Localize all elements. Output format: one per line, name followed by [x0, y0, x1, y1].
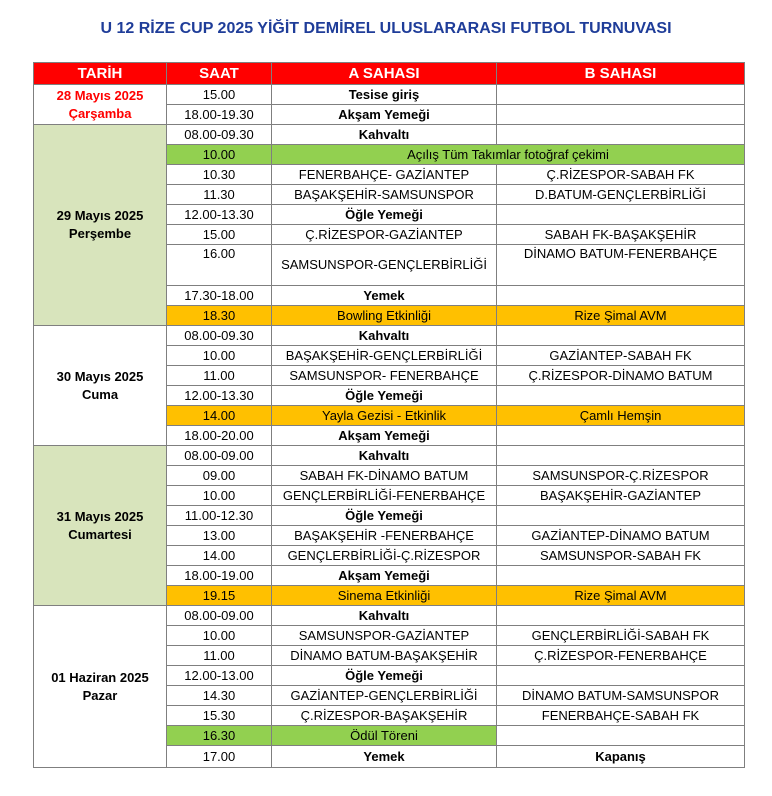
header-field-a: A SAHASI [272, 63, 497, 85]
field-b-cell [497, 446, 745, 466]
field-b-cell: Rize Şimal AVM [497, 586, 745, 606]
schedule-table [33, 62, 745, 768]
field-b-cell [497, 105, 745, 125]
time-cell: 08.00-09.00 [167, 606, 272, 626]
time-cell: 11.00-12.30 [167, 506, 272, 526]
field-b-cell: Ç.RİZESPOR-DİNAMO BATUM [497, 366, 745, 386]
time-cell: 10.00 [167, 346, 272, 366]
field-a-cell: Kahvaltı [272, 326, 497, 346]
header-row [34, 63, 745, 85]
table-row [34, 606, 745, 626]
time-cell: 14.00 [167, 406, 272, 426]
date-cell [34, 125, 167, 326]
field-b-cell: SAMSUNSPOR-SABAH FK [497, 546, 745, 566]
field-a-cell: Öğle Yemeği [272, 666, 497, 686]
field-a-cell: FENERBAHÇE- GAZİANTEP [272, 165, 497, 185]
field-a-cell: BAŞAKŞEHİR-SAMSUNSPOR [272, 185, 497, 205]
field-a-cell: Sinema Etkinliği [272, 586, 497, 606]
field-a-cell: Tesise giriş [272, 85, 497, 105]
field-a-cell: Öğle Yemeği [272, 386, 497, 406]
field-a-cell: Akşam Yemeği [272, 105, 497, 125]
field-a-cell: Yayla Gezisi - Etkinlik [272, 406, 497, 426]
field-a-cell: SABAH FK-DİNAMO BATUM [272, 466, 497, 486]
time-cell: 17.00 [167, 746, 272, 768]
field-a-cell: Ç.RİZESPOR-BAŞAKŞEHİR [272, 706, 497, 726]
field-b-cell [497, 85, 745, 105]
field-b-cell [497, 726, 745, 746]
field-b-cell: SABAH FK-BAŞAKŞEHİR [497, 225, 745, 245]
time-cell: 13.00 [167, 526, 272, 546]
time-cell: 11.00 [167, 366, 272, 386]
time-cell: 18.00-19.00 [167, 566, 272, 586]
field-b-cell: BAŞAKŞEHİR-GAZİANTEP [497, 486, 745, 506]
field-a-cell: Ç.RİZESPOR-GAZİANTEP [272, 225, 497, 245]
field-b-cell [497, 205, 745, 225]
table-row [34, 85, 745, 105]
field-b-cell [497, 666, 745, 686]
field-b-cell: Ç.RİZESPOR-SABAH FK [497, 165, 745, 185]
field-b-cell [497, 326, 745, 346]
time-cell: 10.00 [167, 626, 272, 646]
field-b-cell: GENÇLERBİRLİĞİ-SABAH FK [497, 626, 745, 646]
field-b-cell: SAMSUNSPOR-Ç.RİZESPOR [497, 466, 745, 486]
date-line: 28 Mayıs 2025 [56, 87, 144, 103]
date-cell [34, 326, 167, 446]
weekday-line: Çarşamba [68, 105, 132, 121]
time-cell: 15.00 [167, 85, 272, 105]
header-time: SAAT [167, 63, 272, 85]
weekday-line: Pazar [82, 687, 118, 703]
weekday-line: Perşembe [68, 226, 132, 241]
time-cell: 10.00 [167, 486, 272, 506]
time-cell: 08.00-09.00 [167, 446, 272, 466]
date-cell [34, 606, 167, 768]
field-a-cell: Kahvaltı [272, 446, 497, 466]
field-b-cell [497, 125, 745, 145]
field-a-cell: GAZİANTEP-GENÇLERBİRLİĞİ [272, 686, 497, 706]
time-cell: 10.30 [167, 165, 272, 185]
time-cell: 15.30 [167, 706, 272, 726]
table-row [34, 326, 745, 346]
event-span-cell: Açılış Tüm Takımlar fotoğraf çekimi [272, 145, 745, 165]
field-b-cell [497, 286, 745, 306]
field-a-cell: Akşam Yemeği [272, 426, 497, 446]
time-cell: 09.00 [167, 466, 272, 486]
table-row [34, 125, 745, 145]
field-a-cell: SAMSUNSPOR- FENERBAHÇE [272, 366, 497, 386]
field-b-cell [497, 566, 745, 586]
time-cell: 11.30 [167, 185, 272, 205]
header-date: TARİH [34, 63, 167, 85]
field-b-cell [497, 606, 745, 626]
field-b-cell: Ç.RİZESPOR-FENERBAHÇE [497, 646, 745, 666]
field-a-cell: BAŞAKŞEHİR -FENERBAHÇE [272, 526, 497, 546]
field-b-cell: FENERBAHÇE-SABAH FK [497, 706, 745, 726]
field-b-cell: GAZİANTEP-SABAH FK [497, 346, 745, 366]
field-b-cell: Çamlı Hemşin [497, 406, 745, 426]
field-a-cell: SAMSUNSPOR-GAZİANTEP [272, 626, 497, 646]
field-a-cell: Kahvaltı [272, 606, 497, 626]
time-cell: 10.00 [167, 145, 272, 165]
field-b-cell: DİNAMO BATUM-FENERBAHÇE [497, 245, 745, 286]
time-cell: 19.15 [167, 586, 272, 606]
field-b-cell [497, 506, 745, 526]
closing-cell: Kapanış [497, 746, 745, 768]
field-b-cell: GAZİANTEP-DİNAMO BATUM [497, 526, 745, 546]
page-title: U 12 RİZE CUP 2025 YİĞİT DEMİREL ULUSLARARASI FUTBOL TURNUVASI [100, 20, 672, 37]
time-cell: 12.00-13.30 [167, 386, 272, 406]
field-a-cell: Öğle Yemeği [272, 205, 497, 225]
time-cell: 16.30 [167, 726, 272, 746]
date-line: 30 Mayıs 2025 [56, 368, 144, 384]
field-a-cell: Yemek [272, 746, 497, 768]
field-b-cell [497, 426, 745, 446]
time-cell: 08.00-09.30 [167, 125, 272, 145]
field-b-cell: Rize Şimal AVM [497, 306, 745, 326]
date-line: 01 Haziran 2025 [51, 669, 149, 685]
date-line: 31 Mayıs 2025 [56, 508, 144, 524]
time-cell: 12.00-13.30 [167, 205, 272, 225]
time-cell: 08.00-09.30 [167, 326, 272, 346]
weekday-line: Cuma [81, 386, 119, 402]
date-cell [34, 446, 167, 606]
time-cell: 11.00 [167, 646, 272, 666]
field-a-cell: BAŞAKŞEHİR-GENÇLERBİRLİĞİ [272, 346, 497, 366]
time-cell: 12.00-13.00 [167, 666, 272, 686]
field-b-cell: DİNAMO BATUM-SAMSUNSPOR [497, 686, 745, 706]
field-a-cell: Öğle Yemeği [272, 506, 497, 526]
time-cell: 16.00 [167, 245, 272, 286]
time-cell: 14.00 [167, 546, 272, 566]
field-a-cell: DİNAMO BATUM-BAŞAKŞEHİR [272, 646, 497, 666]
table-row [34, 446, 745, 466]
header-field-b: B SAHASI [497, 63, 745, 85]
weekday-line: Cumartesi [68, 526, 132, 542]
field-a-cell: Akşam Yemeği [272, 566, 497, 586]
time-cell: 18.00-20.00 [167, 426, 272, 446]
field-b-cell [497, 386, 745, 406]
time-cell: 18.30 [167, 306, 272, 326]
time-cell: 17.30-18.00 [167, 286, 272, 306]
time-cell: 14.30 [167, 686, 272, 706]
field-a-cell: Bowling Etkinliği [272, 306, 497, 326]
field-a-cell: SAMSUNSPOR-GENÇLERBİRLİĞİ [272, 245, 497, 286]
field-a-cell: GENÇLERBİRLİĞİ-Ç.RİZESPOR [272, 546, 497, 566]
time-cell: 15.00 [167, 225, 272, 245]
date-cell [34, 85, 167, 125]
field-a-cell: Ödül Töreni [272, 726, 497, 746]
field-a-cell: Yemek [272, 286, 497, 306]
date-line: 29 Mayıs 2025 [56, 208, 144, 223]
field-a-cell: Kahvaltı [272, 125, 497, 145]
field-a-cell: GENÇLERBİRLİĞİ-FENERBAHÇE [272, 486, 497, 506]
field-b-cell: D.BATUM-GENÇLERBİRLİĞİ [497, 185, 745, 205]
time-cell: 18.00-19.30 [167, 105, 272, 125]
